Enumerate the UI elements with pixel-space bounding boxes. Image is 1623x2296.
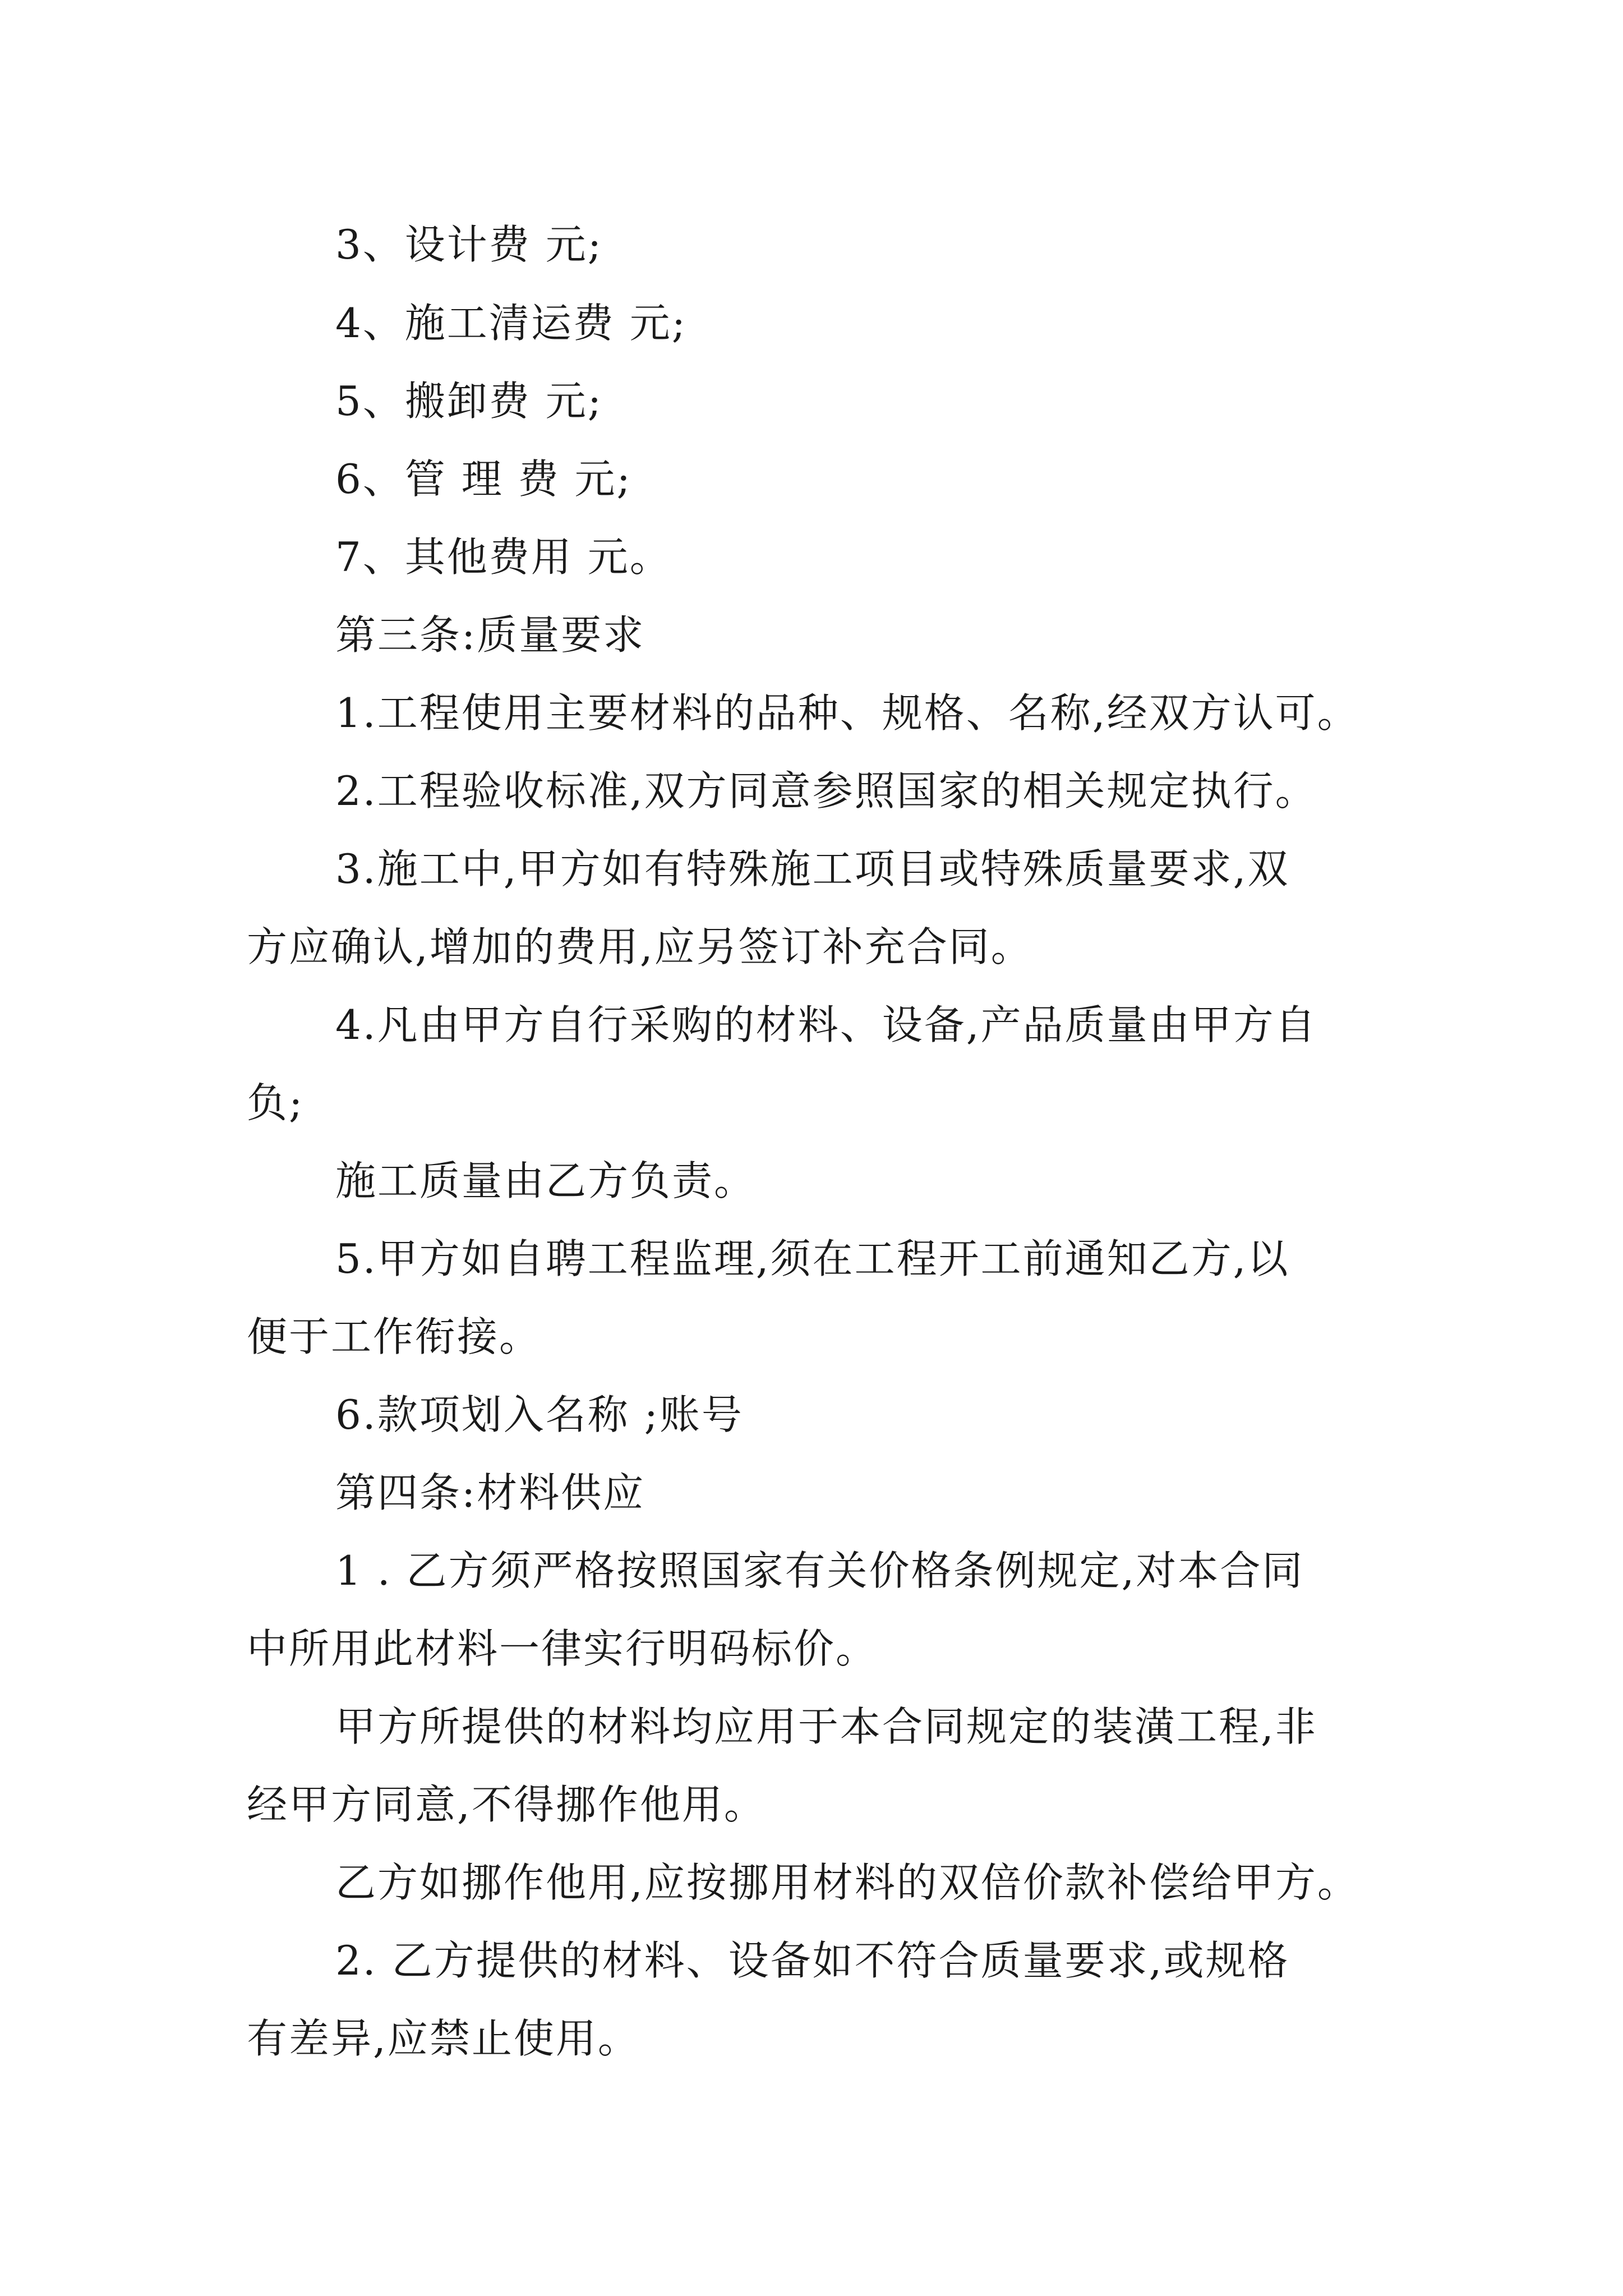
quality-clause-2: 2.工程验收标准,双方同意参照国家的相关规定执行。	[335, 767, 1317, 815]
fee-item-5: 5、搬卸费 元;	[335, 378, 603, 425]
quality-clause-5-cont: 便于工作衔接。	[247, 1313, 542, 1360]
quality-clause-1: 1.工程使用主要材料的品种、规格、名称,经双方认可。	[335, 689, 1359, 737]
quality-clause-3: 3.施工中,甲方如有特殊施工项目或特殊质量要求,双	[335, 845, 1290, 892]
material-clause-2: 2. 乙方提供的材料、设备如不符合质量要求,或规格	[335, 1937, 1290, 1984]
material-clause-1-cont: 中所用此材料一律实行明码标价。	[247, 1625, 878, 1672]
material-clause-2-cont: 有差异,应禁止使用。	[247, 2015, 640, 2062]
quality-clause-4-cont: 负;	[247, 1079, 305, 1126]
fee-item-7: 7、其他费用 元。	[335, 533, 672, 581]
quality-clause-4: 4.凡由甲方自行采购的材料、设备,产品质量由甲方自	[335, 1001, 1317, 1048]
material-paragraph-a: 甲方所提供的材料均应用于本合同规定的装潢工程,非	[335, 1703, 1317, 1750]
material-clause-1: 1 . 乙方须严格按照国家有关价格条例规定,对本合同	[335, 1547, 1304, 1594]
section-heading-3: 第三条:质量要求	[335, 611, 645, 659]
quality-paragraph: 施工质量由乙方负责。	[335, 1157, 757, 1204]
fee-item-6: 6、管 理 费 元;	[335, 455, 632, 503]
section-heading-4: 第四条:材料供应	[335, 1469, 645, 1516]
quality-clause-6: 6.款项划入名称 ;账号	[335, 1391, 744, 1438]
quality-clause-5: 5.甲方如自聘工程监理,须在工程开工前通知乙方,以	[335, 1235, 1290, 1282]
fee-item-4: 4、施工清运费 元;	[335, 300, 687, 347]
fee-item-3: 3、设计费 元;	[335, 221, 603, 268]
material-paragraph-a-cont: 经甲方同意,不得挪作他用。	[247, 1781, 766, 1828]
material-paragraph-b: 乙方如挪作他用,应按挪用材料的双倍价款补偿给甲方。	[335, 1859, 1359, 1906]
quality-clause-3-cont: 方应确认,增加的费用,应另签订补充合同。	[247, 923, 1033, 970]
